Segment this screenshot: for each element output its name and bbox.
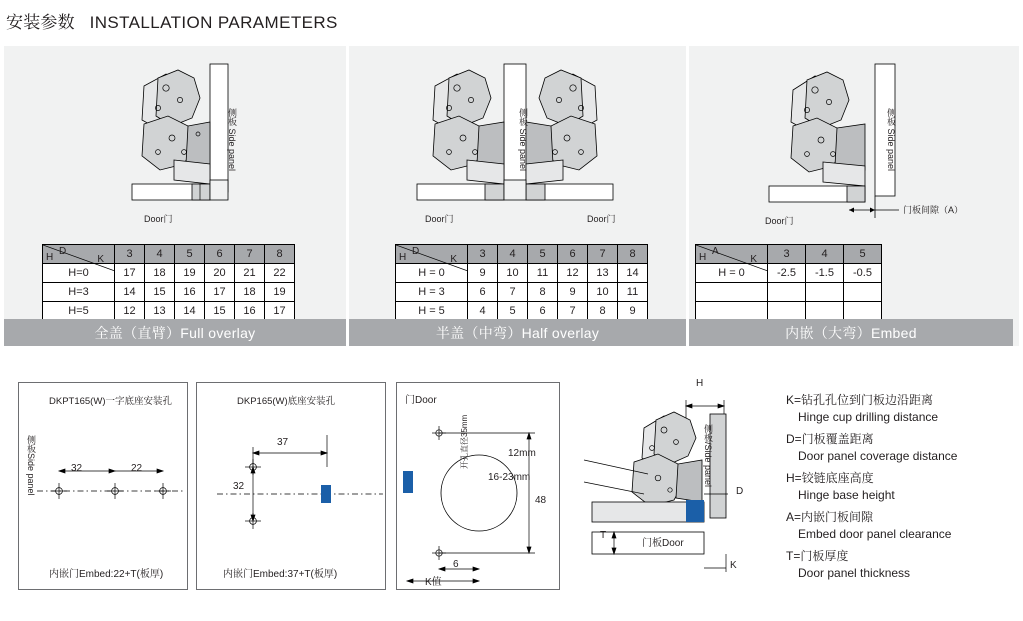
table-row: H=0 17 18 19 20 21 22 [43, 264, 295, 283]
legend-item-main: A=内嵌门板间隙 [786, 510, 874, 525]
caption-full-overlay: 全盖（直臂）Full overlay [4, 319, 346, 346]
door-label-2-right: Door门 [587, 214, 616, 224]
drilling-patterns-area [0, 360, 1023, 621]
legend-item-sub: Hinge base height [798, 488, 895, 503]
legend-item [786, 470, 1021, 504]
drill-pattern-1-footer: 内嵌门Embed:22+T(板厚) [49, 569, 164, 580]
legend-list [786, 392, 1021, 587]
table-row: H=3 14 15 16 17 18 19 [43, 283, 295, 302]
assembly-side-label: 侧板/Side panel [703, 424, 713, 488]
legend-item-main: K=钻孔孔位到门板边沿距离 [786, 393, 934, 407]
legend-item-sub: Door panel coverage distance [798, 449, 958, 464]
cup-diameter-label: 开孔直径35mm [460, 414, 469, 469]
table-row: H=5 12 13 14 15 16 17 [43, 302, 295, 321]
legend-item [786, 548, 1021, 582]
dim-22-box1: 22 [131, 463, 143, 474]
drill-pattern-2-title: DKP165(W)底座安装孔 [237, 396, 336, 407]
side-panel-label-box1: 侧板Side panel [26, 435, 36, 496]
caption-half-overlay: 半盖（中弯）Half overlay [349, 319, 686, 346]
assembly-k-label: K [730, 560, 737, 571]
assembly-h-label: H [696, 378, 704, 389]
drill-pattern-2-footer: 内嵌门Embed:37+T(板厚) [223, 569, 338, 580]
panel-half-overlay [346, 46, 686, 346]
table-corner-header: D K H [396, 245, 468, 264]
drill-pattern-1-title: DKPT165(W)一字底座安装孔 [49, 396, 172, 407]
legend-item-main: T=门板厚度 [786, 549, 849, 564]
legend-item-sub: Door panel thickness [798, 566, 911, 581]
dim-6-box3: 6 [453, 559, 459, 570]
table-row: H = 3 6 7 8 9 10 11 [396, 283, 648, 302]
drill-pattern-1-drawing [37, 449, 183, 519]
assembly-drawing [578, 382, 778, 592]
k-value-label: K值 [425, 577, 442, 588]
drill-pattern-door [396, 382, 560, 590]
table-row: H = 5 4 5 6 7 8 9 [396, 302, 648, 321]
legend-item-main: D=门板覆盖距离 [786, 432, 874, 447]
table-corner-header: A K H [696, 245, 768, 264]
panel-full-overlay [4, 46, 346, 346]
table-row: H = 0 -2.5 -1.5 -0.5 [696, 264, 882, 283]
gap-label-embed: 门板间隙（A） [903, 205, 964, 215]
table-embed [695, 244, 882, 321]
assembly-t-label: T [600, 530, 607, 541]
legend-item-sub: Embed door panel clearance [798, 527, 952, 542]
legend-item [786, 431, 1021, 465]
page-title-en: INSTALLATION PARAMETERS [89, 13, 338, 32]
door-label-box3: 门Door [405, 395, 437, 406]
assembly-door-label: 门板Door [642, 538, 684, 549]
table-row: D K H 3 4 5 6 7 8 [396, 245, 648, 264]
assembly-dim-16-23mm: 16-23mm [488, 472, 531, 483]
door-label-3: Door门 [765, 216, 794, 226]
door-label-2-left: Door门 [425, 214, 454, 224]
assembly-d-label: D [736, 486, 744, 497]
page-title-cn: 安装参数 [6, 13, 75, 32]
table-row [696, 302, 882, 321]
legend-item [786, 392, 1021, 426]
table-row: D K H 3 4 5 6 7 8 [43, 245, 295, 264]
legend-item-main: H=铰链底座高度 [786, 471, 874, 486]
table-corner-header: D K H [43, 245, 115, 264]
assembly-dim-12mm: 12mm [508, 448, 536, 459]
panel-embed [686, 46, 1013, 346]
drill-pattern-dkp165 [196, 382, 386, 590]
page-title [6, 8, 338, 33]
legend-item [786, 509, 1021, 543]
legend-item-sub: Hinge cup drilling distance [798, 410, 939, 425]
side-panel-label-1: 侧板 Side panel [227, 108, 237, 172]
caption-embed: 内嵌（大弯）Embed [689, 319, 1013, 346]
side-panel-label-3: 侧板 Side panel [886, 108, 896, 172]
dim-32-box2: 32 [233, 481, 245, 492]
side-panel-label-2: 侧板 Side panel [518, 108, 528, 172]
drill-pattern-dkpt165 [18, 382, 188, 590]
dim-48-box3: 48 [535, 495, 547, 506]
dim-32-box1: 32 [71, 463, 83, 474]
door-label-1: Door门 [144, 214, 173, 224]
table-row: A K H 3 4 5 [696, 245, 882, 264]
table-full-overlay [42, 244, 295, 321]
hinge-diagram-full-overlay [114, 60, 284, 230]
table-row [696, 283, 882, 302]
table-row: H = 0 9 10 11 12 13 14 [396, 264, 648, 283]
installation-parameters-band [4, 46, 1019, 346]
dim-37-box2: 37 [277, 437, 289, 448]
table-half-overlay [395, 244, 648, 321]
